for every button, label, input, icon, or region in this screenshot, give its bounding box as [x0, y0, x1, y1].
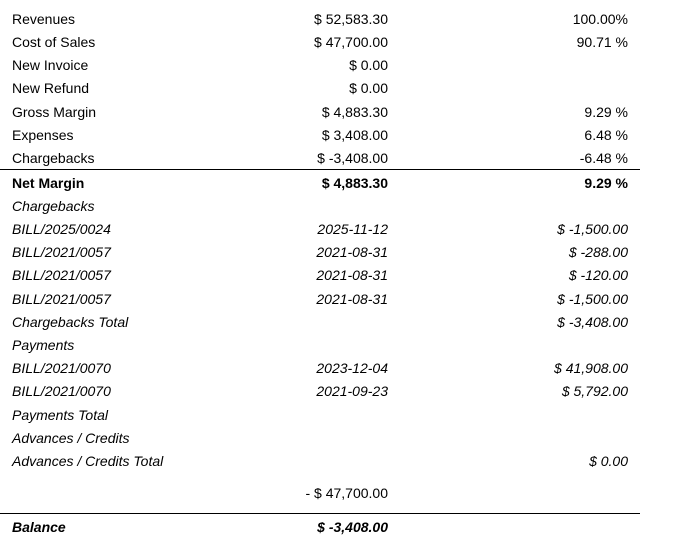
section-total-label: Advances / Credits Total: [12, 453, 164, 469]
summary-row-cost-of-sales: [0, 34, 640, 57]
section-heading: Payments: [12, 337, 75, 353]
summary-row-new-invoice: [0, 57, 640, 80]
row-amount: $ -3,408.00: [317, 150, 388, 166]
net-margin-divider: [0, 169, 640, 170]
bill-date: 2021-08-31: [316, 267, 388, 283]
cost-deduction-amount: - $ 47,700.00: [305, 485, 388, 501]
bill-date: 2021-08-31: [316, 244, 388, 260]
chargebacks-total-row: [0, 314, 640, 337]
cost-deduction-row: [0, 485, 640, 508]
chargeback-row: [0, 267, 640, 290]
bill-reference: BILL/2021/0057: [12, 291, 111, 307]
row-amount: $ 4,883.30: [321, 104, 388, 120]
row-percent: 100.00%: [572, 11, 628, 27]
bill-date: 2021-09-23: [316, 383, 388, 399]
bill-reference: BILL/2021/0057: [12, 244, 111, 260]
row-label: Expenses: [12, 127, 74, 143]
balance-row: [0, 519, 640, 542]
row-percent: -6.48 %: [579, 150, 628, 166]
row-percent: 90.71 %: [576, 34, 628, 50]
section-total-label: Chargebacks Total: [12, 314, 129, 330]
advances-heading-row: [0, 430, 640, 453]
row-label: Cost of Sales: [12, 34, 96, 50]
row-label: Revenues: [12, 11, 76, 27]
row-percent: 6.48 %: [584, 127, 628, 143]
section-total-amount: $ 0.00: [589, 453, 628, 469]
advances-total-row: [0, 453, 640, 476]
chargeback-row: [0, 291, 640, 314]
summary-row-expenses: [0, 127, 640, 150]
bill-reference: BILL/2021/0057: [12, 267, 111, 283]
row-label: New Refund: [12, 80, 90, 96]
bill-date: 2023-12-04: [316, 360, 388, 376]
bill-amount: $ -120.00: [568, 267, 628, 283]
bill-amount: $ -288.00: [568, 244, 628, 260]
bill-amount: $ 41,908.00: [554, 360, 628, 376]
balance-divider: [0, 513, 640, 514]
row-amount: $ 52,583.30: [314, 11, 388, 27]
bill-reference: BILL/2021/0070: [12, 360, 111, 376]
bill-reference: BILL/2021/0070: [12, 383, 111, 399]
balance-label: Balance: [12, 519, 66, 535]
payment-row: [0, 360, 640, 383]
row-amount: $ 0.00: [349, 80, 388, 96]
section-heading: Advances / Credits: [12, 430, 130, 446]
chargeback-row: [0, 221, 640, 244]
summary-row-revenues: [0, 11, 640, 34]
row-amount: $ 0.00: [349, 57, 388, 73]
row-label: Gross Margin: [12, 104, 97, 120]
chargebacks-heading-row: [0, 198, 640, 221]
net-margin-label: Net Margin: [12, 175, 85, 191]
net-margin-row: [0, 175, 640, 198]
row-amount: $ 47,700.00: [314, 34, 388, 50]
bill-date: 2025-11-12: [317, 221, 388, 237]
bill-amount: $ -1,500.00: [557, 221, 628, 237]
payment-row: [0, 383, 640, 406]
section-total-label: Payments Total: [12, 407, 108, 423]
summary-row-new-refund: [0, 80, 640, 103]
chargeback-row: [0, 244, 640, 267]
bill-reference: BILL/2025/0024: [12, 221, 111, 237]
bill-amount: $ -1,500.00: [557, 291, 628, 307]
bill-date: 2021-08-31: [316, 291, 388, 307]
balance-amount: $ -3,408.00: [317, 519, 388, 535]
row-label: Chargebacks: [12, 150, 95, 166]
row-label: New Invoice: [12, 57, 89, 73]
summary-row-gross-margin: [0, 104, 640, 127]
row-percent: 9.29 %: [584, 104, 628, 120]
net-margin-percent: 9.29 %: [584, 175, 628, 191]
bill-amount: $ 5,792.00: [561, 383, 628, 399]
row-amount: $ 3,408.00: [321, 127, 388, 143]
section-heading: Chargebacks: [12, 198, 95, 214]
payments-heading-row: [0, 337, 640, 360]
net-margin-amount: $ 4,883.30: [321, 175, 388, 191]
section-total-amount: $ -3,408.00: [557, 314, 628, 330]
payments-total-row: [0, 407, 640, 430]
